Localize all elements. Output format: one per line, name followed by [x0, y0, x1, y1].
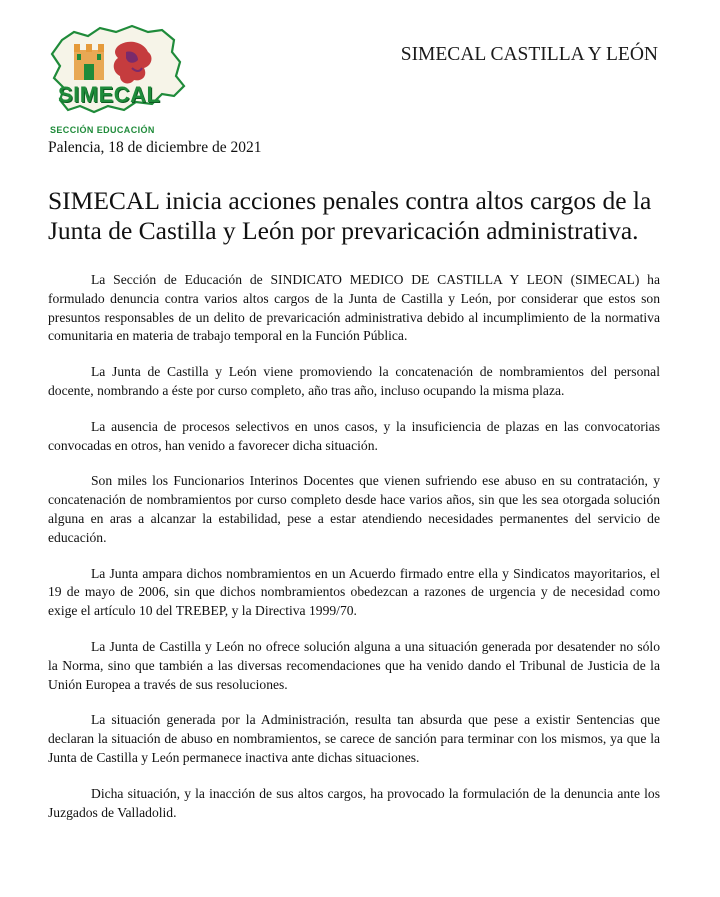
paragraph: La Junta ampara dichos nombramientos en un Acuerdo firmado entre ella y Sindicatos mayoritarios, el 19 de mayo de 2006, sin que dichos nombramientos obedezcan a razones de urgencia y de necesidad como exige el artículo 10 del TREBEP, y la Directiva 1999/70. — [48, 565, 660, 619]
paragraph: La situación generada por la Administración, resulta tan absurda que pese a existir Sentencias que declaran la situación de abuso en nombramientos, se carece de sanción para terminar con los mismos, ya que la Junta de Castilla y León permanece inactiva ante dichas situaciones. — [48, 712, 660, 765]
organization-header: SIMECAL CASTILLA Y LEÓN — [400, 44, 658, 65]
paragraph: La Junta de Castilla y León viene promoviendo la concatenación de nombramientos del personal docente, nombrando a éste por curso completo, año tras año, incluso ocupando la misma plaza. — [48, 364, 660, 398]
simecal-logo — [44, 22, 194, 134]
castilla-leon-map-emblem — [44, 22, 194, 126]
headline: SIMECAL inicia acciones penales contra altos cargos de la Junta de Castilla y León por prevaricación administrativa. — [48, 186, 652, 245]
paragraph: La ausencia de procesos selectivos en unos casos, y la insuficiencia de plazas en las convocatorias convocadas en otros, han venido a favorecer dicha situación. — [48, 418, 660, 453]
paragraph: La Sección de Educación de SINDICATO MEDICO DE CASTILLA Y LEON (SIMECAL) ha formulado denuncia contra varios altos cargos de la Junta de Castilla y León, por considerar que estos son presuntos responsables de un delito de prevaricación administrativa debido al incumplimiento de la normativa comunitaria en materia de trabajo temporal en la Función Pública. — [48, 272, 660, 344]
logo-wordmark: SIMECAL — [58, 82, 161, 107]
castle-icon — [74, 44, 104, 80]
date-line: Palencia, 18 de diciembre de 2021 — [48, 139, 262, 156]
section-label: SECCIÓN EDUCACIÓN — [50, 125, 155, 135]
paragraph: Dicha situación, y la inacción de sus altos cargos, ha provocado la formulación de la denuncia ante los Juzgados de Valladolid. — [48, 785, 660, 820]
paragraph: Son miles los Funcionarios Interinos Docentes que vienen sufriendo ese abuso en su contratación, y concatenación de nombramientos por curso completo desde hace varios años, sin que les sea otorgada solución alguna en aras a alcanzar la estabilidad, pese a estar atendiendo necesidades permanentes del servicio de educación. — [48, 473, 660, 545]
body-text — [48, 271, 660, 839]
paragraph: La Junta de Castilla y León no ofrece solución alguna a una situación generada por desatender no sólo la Norma, sino que también a las diversas recomendaciones que ha venido dando el Tribunal de Justicia de la Unión Europea a través de sus resoluciones. — [48, 638, 660, 692]
